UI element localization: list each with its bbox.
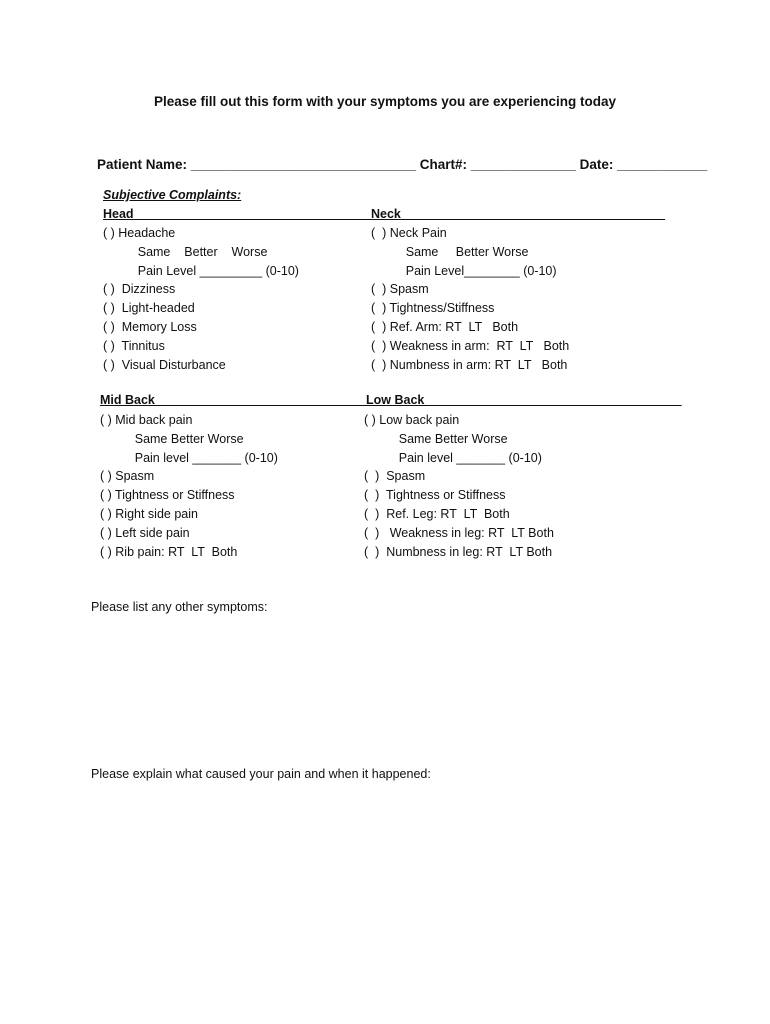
head-headache-item[interactable]: ( ) Headache (103, 226, 176, 240)
form-title: Please fill out this form with your symptoms you are experiencing today (153, 94, 617, 109)
low-back-numbness-leg-item[interactable]: ( ) Numbness in leg: RT LT Both (364, 544, 553, 559)
head-light-headed-item[interactable]: ( ) Light-headed (103, 301, 195, 316)
head-dizziness-item[interactable]: ( ) Dizziness (103, 282, 176, 297)
head-headache-severity[interactable]: Same Better Worse (103, 244, 268, 259)
low-back-ref-leg-item[interactable]: ( ) Ref. Leg: RT LT Both (364, 506, 510, 521)
subjective-complaints-label: Subjective Complaints: (103, 188, 242, 202)
neck-section-list (371, 224, 569, 374)
mid-back-pain-item[interactable]: ( ) Mid back pain (100, 413, 193, 427)
neck-weakness-arm-item[interactable]: ( ) Weakness in arm: RT LT Both (371, 338, 570, 353)
low-back-tightness-item[interactable]: ( ) Tightness or Stiffness (364, 488, 506, 503)
neck-tightness-item[interactable]: ( ) Tightness/Stiffness (371, 301, 495, 316)
mid-back-tightness-item[interactable]: ( ) Tightness or Stiffness (100, 488, 235, 503)
neck-section-header: Neck______________________________________ (371, 207, 666, 221)
patient-info-line[interactable]: Patient Name: ______________________________ Chart#: ______________ Date: ____________ (97, 157, 708, 172)
neck-spasm-item[interactable]: ( ) Spasm (371, 282, 429, 297)
low-back-pain-level[interactable]: Pain level _______ (0-10) (364, 450, 542, 465)
mid-back-section-list (100, 411, 278, 561)
mid-back-pain-level[interactable]: Pain level _______ (0-10) (100, 450, 278, 465)
neck-ref-arm-item[interactable]: ( ) Ref. Arm: RT LT Both (371, 319, 519, 334)
head-tinnitus-item[interactable]: ( ) Tinnitus (103, 338, 165, 353)
head-visual-disturbance-item[interactable]: ( ) Visual Disturbance (103, 357, 226, 372)
low-back-section-header: Low Back_____________________________________ (366, 393, 682, 407)
neck-numbness-arm-item[interactable]: ( ) Numbness in arm: RT LT Both (371, 357, 568, 372)
mid-back-left-side-item[interactable]: ( ) Left side pain (100, 525, 190, 540)
low-back-spasm-item[interactable]: ( ) Spasm (364, 469, 426, 484)
mid-back-severity[interactable]: Same Better Worse (100, 431, 244, 446)
low-back-severity[interactable]: Same Better Worse (364, 431, 508, 446)
pain-cause-label: Please explain what caused your pain and when it happened: (91, 767, 431, 781)
head-section-list (103, 224, 299, 374)
neck-pain-item[interactable]: ( ) Neck Pain (371, 226, 447, 240)
low-back-pain-item[interactable]: ( ) Low back pain (364, 413, 460, 427)
neck-pain-level[interactable]: Pain Level________ (0-10) (371, 263, 557, 278)
mid-back-spasm-item[interactable]: ( ) Spasm (100, 469, 155, 484)
mid-back-rib-pain-item[interactable]: ( ) Rib pain: RT LT Both (100, 544, 238, 559)
head-section-header: Head ___________________________________ (103, 207, 381, 221)
head-headache-pain-level[interactable]: Pain Level _________ (0-10) (103, 263, 299, 278)
mid-back-section-header: Mid Back________________________________ (100, 393, 378, 407)
pain-cause-answer-area[interactable] (91, 787, 681, 987)
low-back-weakness-leg-item[interactable]: ( ) Weakness in leg: RT LT Both (364, 525, 554, 540)
other-symptoms-answer-area[interactable] (91, 620, 681, 750)
other-symptoms-label: Please list any other symptoms: (91, 600, 268, 614)
head-memory-loss-item[interactable]: ( ) Memory Loss (103, 319, 197, 334)
low-back-section-list (364, 411, 554, 561)
mid-back-right-side-item[interactable]: ( ) Right side pain (100, 506, 198, 521)
neck-pain-severity[interactable]: Same Better Worse (371, 244, 529, 259)
